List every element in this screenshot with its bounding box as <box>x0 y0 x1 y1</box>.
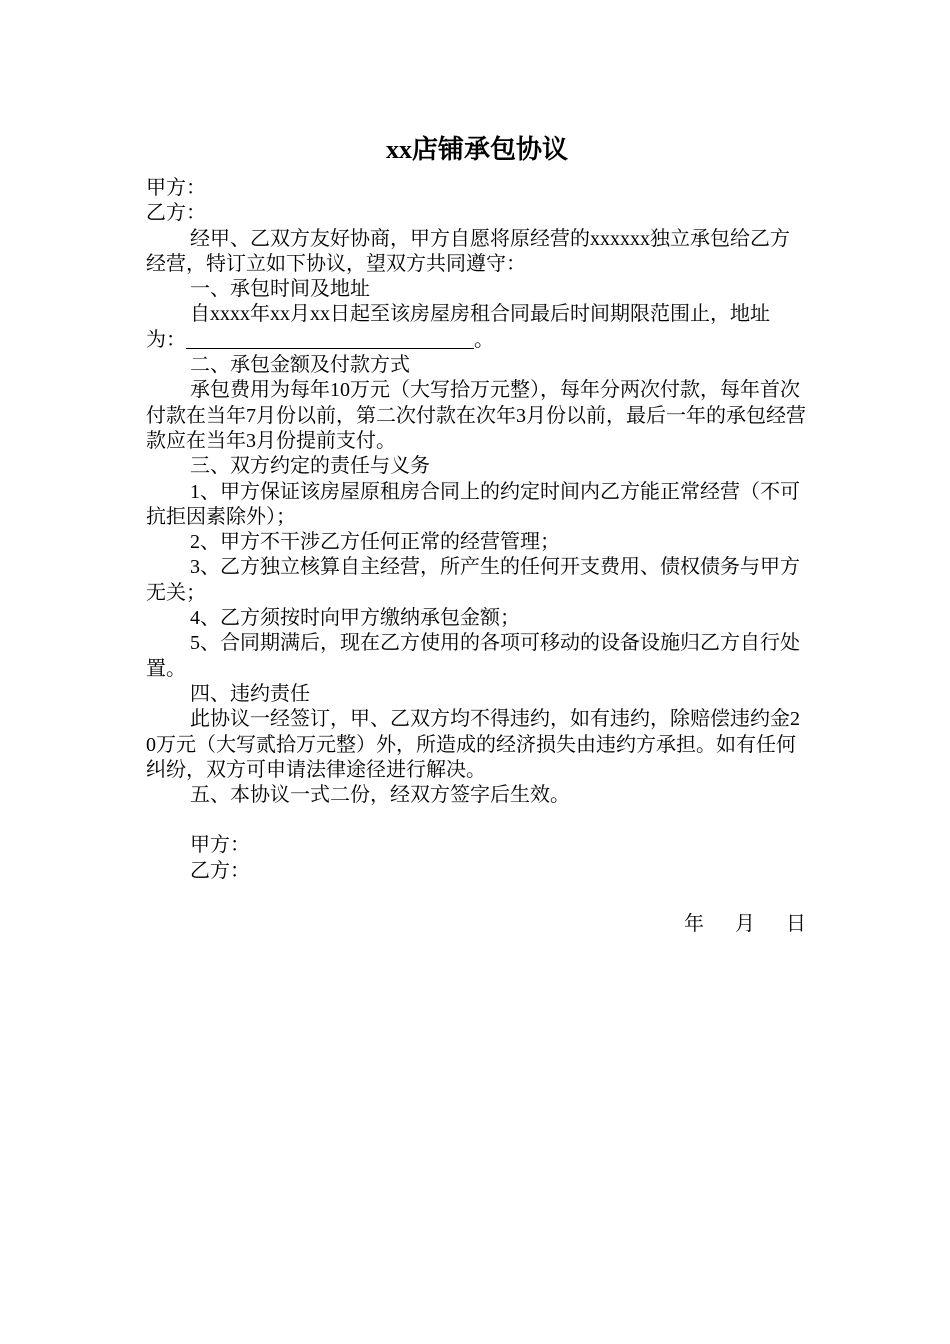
section1-text-body: 自xxxx年xx月xx日起至该房屋房租合同最后时间期限范围止， <box>190 303 730 326</box>
party-a-line: 甲方： <box>146 177 206 199</box>
section3-item-1: 1、甲方保证该房屋原租房合同上的约定时间内乙方能正常经营（不可抗拒因素除外）； <box>146 480 800 528</box>
section1-heading: 一、承包时间及地址 <box>190 278 370 301</box>
address-label: 地址为： <box>146 303 770 351</box>
signature-party-b: 乙方： <box>190 859 250 882</box>
document-title: xx店铺承包协议 <box>385 135 568 164</box>
section3-item-3: 3、乙方独立核算自主经营，所产生的任何开支费用、债权债务与甲方无关； <box>146 556 800 604</box>
section2-text: 承包费用为每年10万元（大写拾万元整），每年分两次付款，每年首次付款在当年7月份以前，第二次付款在次年3月份以前，最后一年的承包经营款应在当年3月份提前支付。 <box>146 379 806 452</box>
date-day: 日 <box>786 913 806 936</box>
signature-party-a: 甲方： <box>190 834 250 857</box>
date-month: 月 <box>735 913 755 936</box>
section2-heading: 二、承包金额及付款方式 <box>190 354 410 377</box>
address-end: 。 <box>474 328 494 351</box>
document-page <box>146 128 808 937</box>
section4-heading: 四、违约责任 <box>190 682 310 705</box>
date-year: 年 <box>684 913 704 936</box>
section1-text <box>146 302 808 353</box>
section3-item-2: 2、甲方不干涉乙方任何正常的经营管理； <box>190 531 560 554</box>
section3-item-5: 5、合同期满后，现在乙方使用的各项可移动的设备设施归乙方自行处置。 <box>146 632 800 680</box>
section4-text: 此协议一经签订，甲、乙双方均不得违约，如有违约，除赔偿违约金20万元（大写贰拾万元整）外，所造成的经济损失由违约方承担。如有任何纠纷，双方可申请法律途径进行解决。 <box>146 708 800 781</box>
address-blank <box>186 328 474 349</box>
section3-heading: 三、双方约定的责任与义务 <box>190 455 430 478</box>
date-line <box>146 912 808 937</box>
section5-heading: 五、本协议一式二份，经双方签字后生效。 <box>190 784 570 807</box>
blank-spacer <box>146 808 808 833</box>
section3-item-4: 4、乙方须按时向甲方缴纳承包金额； <box>190 607 520 630</box>
party-b-line: 乙方： <box>146 202 206 225</box>
intro-paragraph: 经甲、乙双方友好协商，甲方自愿将原经营的xxxxxx独立承包给乙方经营，特订立如下协议，望双方共同遵守： <box>146 227 790 275</box>
